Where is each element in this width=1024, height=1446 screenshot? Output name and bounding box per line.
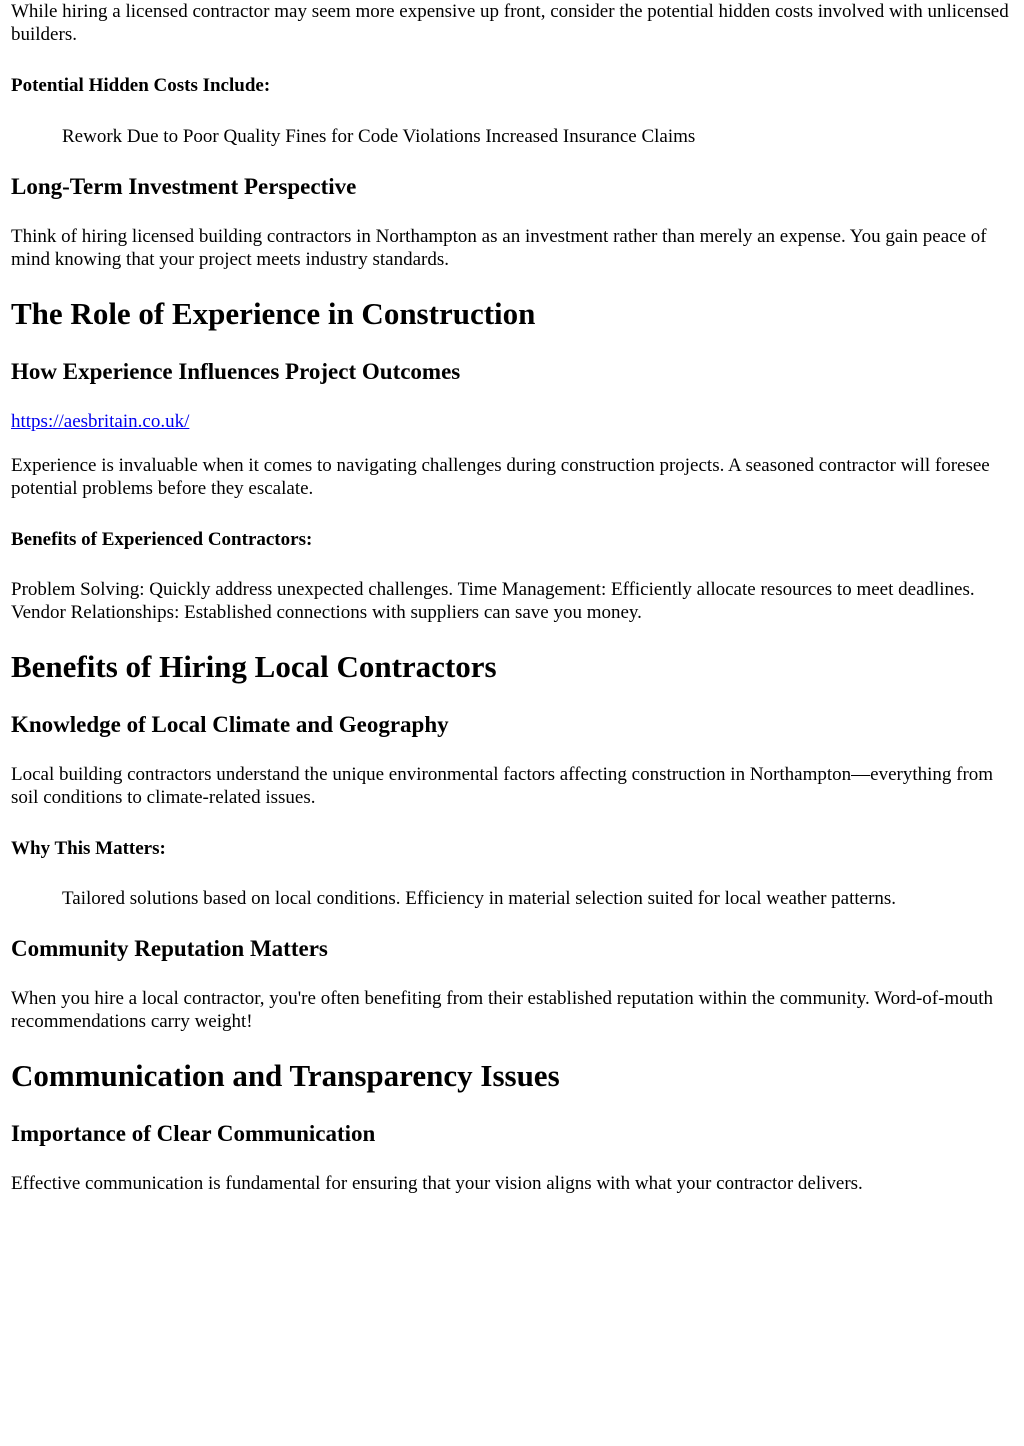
why-matters-list: Tailored solutions based on local conditions. Efficiency in material selection suited for local weather patterns. xyxy=(62,888,897,909)
intro-paragraph: While hiring a licensed contractor may seem more expensive up front, consider the potential hidden costs involved with unlicensed builders. xyxy=(11,1,1009,45)
experience-section-title: The Role of Experience in Construction xyxy=(11,296,536,331)
communication-section-title: Communication and Transparency Issues xyxy=(11,1058,560,1093)
community-paragraph: When you hire a local contractor, you're often benefiting from their established reputation within the community. Word-of-mouth recommendations carry weight! xyxy=(11,988,993,1032)
link-container xyxy=(11,410,1014,433)
experienced-benefits-paragraph: Problem Solving: Quickly address unexpected challenges. Time Management: Efficiently allocate resources to meet deadlines. Vendor Relationships: Established connections with suppliers can save you money. xyxy=(11,579,975,623)
local-knowledge-paragraph: Local building contractors understand the unique environmental factors affecting construction in Northampton—everything from soil conditions to climate-related issues. xyxy=(11,764,994,808)
local-knowledge-heading: Knowledge of Local Climate and Geography xyxy=(11,712,449,737)
long-term-heading: Long-Term Investment Perspective xyxy=(11,174,357,199)
experience-outcomes-heading: How Experience Influences Project Outcomes xyxy=(11,359,461,384)
clear-communication-heading: Importance of Clear Communication xyxy=(11,1121,376,1146)
community-heading: Community Reputation Matters xyxy=(11,936,328,961)
hidden-costs-heading: Potential Hidden Costs Include: xyxy=(11,75,271,96)
long-term-paragraph: Think of hiring licensed building contractors in Northampton as an investment rather than merely an expense. You gain peace of mind knowing that your project meets industry standards. xyxy=(11,226,987,270)
experience-paragraph: Experience is invaluable when it comes to navigating challenges during construction projects. A seasoned contractor will foresee potential problems before they escalate. xyxy=(11,455,990,499)
local-section-title: Benefits of Hiring Local Contractors xyxy=(11,649,497,684)
aesbritain-link[interactable]: https://aesbritain.co.uk/ xyxy=(11,411,190,432)
clear-communication-paragraph: Effective communication is fundamental for ensuring that your vision aligns with what your contractor delivers. xyxy=(11,1173,863,1194)
experienced-benefits-heading: Benefits of Experienced Contractors: xyxy=(11,529,313,550)
why-matters-heading: Why This Matters: xyxy=(11,838,166,859)
hidden-costs-list: Rework Due to Poor Quality Fines for Code Violations Increased Insurance Claims xyxy=(62,126,696,147)
